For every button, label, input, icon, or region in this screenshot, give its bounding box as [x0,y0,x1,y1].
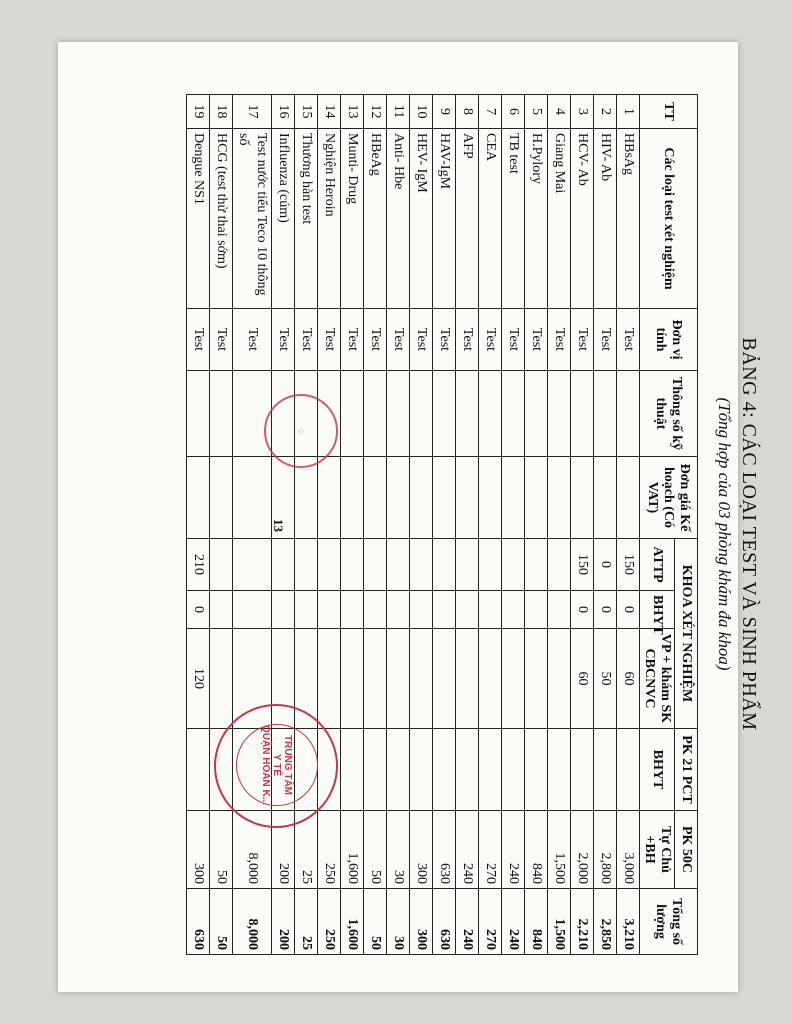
document-page [58,42,760,992]
cell-bhyt: 0 [571,591,594,629]
cell-bhyt: 0 [594,591,617,629]
cell-name: Nghiện Heroin [318,129,341,309]
cell-unit: Test [233,309,272,371]
cell-unit: Test [525,309,548,371]
cell-price [433,457,456,539]
cell-price [364,457,387,539]
cell-tuchu: 300 [410,811,433,889]
cell-bhyt [456,591,479,629]
cell-total: 3,210 [617,889,640,955]
cell-total: 1,500 [548,889,571,955]
cell-total: 250 [318,889,341,955]
cell-tuchu: 270 [479,811,502,889]
cell-attp [410,539,433,591]
table-row [433,95,456,955]
table-row [525,95,548,955]
cell-vp [210,629,233,729]
cell-spec [548,371,571,457]
table-row [364,95,387,955]
cell-attp [210,539,233,591]
cell-price [617,457,640,539]
cell-attp [456,539,479,591]
cell-spec [502,371,525,457]
cell-attp [502,539,525,591]
cell-tt: 15 [295,95,318,129]
cell-price [571,457,594,539]
cell-attp [387,539,410,591]
col-header-tuchu: Tự Chủ +BH [640,811,675,889]
cell-spec [571,371,594,457]
cell-bhyt [433,591,456,629]
cell-tt: 16 [272,95,295,129]
cell-attp [318,539,341,591]
cell-tuchu: 240 [456,811,479,889]
stamp-line-3: QUẬN HOÀN K... [260,725,272,805]
cell-total: 2,850 [594,889,617,955]
cell-bhyt [272,591,295,629]
cell-tt: 4 [548,95,571,129]
cell-name: AFP [456,129,479,309]
cell-tuchu: 2,800 [594,811,617,889]
cell-spec [456,371,479,457]
cell-unit: Test [210,309,233,371]
cell-bhyt [502,591,525,629]
cell-tuchu: 30 [387,811,410,889]
cell-spec [594,371,617,457]
table-title: BẢNG 4: CÁC LOẠI TEST VÀ SINH PHẨM [738,337,760,731]
table-row [341,95,364,955]
cell-tt: 18 [210,95,233,129]
cell-bhyt [479,591,502,629]
cell-total: 50 [210,889,233,955]
col-header-tt: TT [640,95,698,129]
cell-attp [479,539,502,591]
table-row [210,95,233,955]
stamp-line-1: TRUNG TÂM [282,735,294,795]
cell-tt: 7 [479,95,502,129]
cell-attp [548,539,571,591]
cell-tuchu: 2,000 [571,811,594,889]
table-subtitle: (Tổng hợp của 03 phòng khám đa khoa) [715,397,734,671]
cell-name: Giang Mai [548,129,571,309]
cell-name: HEV- IgM [410,129,433,309]
cell-name: HCV- Ab [571,129,594,309]
col-header-name: Các loại test xét nghiệm [640,129,698,309]
cell-name: TB test [502,129,525,309]
cell-tt: 10 [410,95,433,129]
cell-bhyt [410,591,433,629]
cell-price [525,457,548,539]
cell-tuchu: 200 [272,811,295,889]
cell-vp [548,629,571,729]
cell-tuchu: 250 [318,811,341,889]
cell-pk21 [410,729,433,811]
cell-name: HAV-IgM [433,129,456,309]
cell-attp [272,539,295,591]
cell-spec [479,371,502,457]
cell-vp [456,629,479,729]
col-header-vp: VP + khám SK CBCNVC [640,629,675,729]
cell-unit: Test [295,309,318,371]
cell-unit: Test [456,309,479,371]
cell-vp: 120 [187,629,210,729]
cell-tuchu: 630 [433,811,456,889]
cell-pk21 [364,729,387,811]
cell-name: H.Pylory [525,129,548,309]
cell-unit: Test [433,309,456,371]
cell-vp [364,629,387,729]
cell-bhyt: 0 [617,591,640,629]
cell-unit: Test [187,309,210,371]
cell-total: 840 [525,889,548,955]
table-row [548,95,571,955]
cell-bhyt [525,591,548,629]
rotated-content [191,94,778,974]
col-header-attp: ATTP [640,539,675,591]
cell-attp [433,539,456,591]
cell-bhyt [233,591,272,629]
cell-pk21 [433,729,456,811]
cell-unit: Test [594,309,617,371]
cell-tt: 8 [456,95,479,129]
cell-price [387,457,410,539]
cell-unit: Test [479,309,502,371]
cell-tuchu: 1,500 [548,811,571,889]
cell-vp [410,629,433,729]
cell-price [548,457,571,539]
cell-attp [295,539,318,591]
cell-pk21 [571,729,594,811]
col-header-price: Đơn giá Kế hoạch (Có VAT) [640,457,698,539]
cell-tuchu: 840 [525,811,548,889]
cell-tt: 2 [594,95,617,129]
cell-total: 240 [456,889,479,955]
cell-attp: 150 [617,539,640,591]
cell-vp [387,629,410,729]
stamp-line-2: Y TẾ [271,753,283,777]
cell-unit: Test [272,309,295,371]
cell-attp [233,539,272,591]
cell-tuchu: 3,000 [617,811,640,889]
col-header-total: Tổng số lượng [640,889,698,955]
cell-unit: Test [548,309,571,371]
cell-pk21 [479,729,502,811]
cell-tuchu: 25 [295,811,318,889]
table-row [479,95,502,955]
cell-name: Munti- Drug [341,129,364,309]
col-header-pk21-bhyt: BHYT [640,729,675,811]
cell-unit: Test [387,309,410,371]
cell-vp [341,629,364,729]
cell-tt: 12 [364,95,387,129]
cell-name: Anti- Hbe [387,129,410,309]
cell-unit: Test [341,309,364,371]
table-row [410,95,433,955]
cell-tt: 13 [341,95,364,129]
cell-attp [341,539,364,591]
cell-pk21 [502,729,525,811]
cell-total: 630 [433,889,456,955]
cell-tuchu: 8,000 [233,811,272,889]
cell-total: 630 [187,889,210,955]
cell-unit: Test [502,309,525,371]
cell-spec [433,371,456,457]
cell-tt: 3 [571,95,594,129]
col-header-spec: Thông số kỹ thuật [640,371,698,457]
cell-vp [502,629,525,729]
cell-total: 240 [502,889,525,955]
cell-price [187,457,210,539]
cell-price [410,457,433,539]
cell-attp: 0 [594,539,617,591]
cell-bhyt [364,591,387,629]
cell-total: 2,210 [571,889,594,955]
cell-price [295,457,318,539]
cell-spec [617,371,640,457]
cell-tt: 11 [387,95,410,129]
col-group-pk21: PK 21 PCT [675,729,698,811]
cell-unit: Test [364,309,387,371]
cell-total: 300 [410,889,433,955]
cell-spec [364,371,387,457]
cell-pk21 [456,729,479,811]
cell-spec [187,371,210,457]
cell-unit: Test [617,309,640,371]
cell-unit: Test [318,309,341,371]
cell-name: Thương hàn test [295,129,318,309]
cell-bhyt [341,591,364,629]
cell-spec [410,371,433,457]
cell-name: HCG (test thử thai sớm) [210,129,233,309]
cell-tuchu: 50 [364,811,387,889]
cell-pk21 [525,729,548,811]
cell-name: HIV- Ab [594,129,617,309]
cell-name: Dengue NS1 [187,129,210,309]
table-row [571,95,594,955]
cell-unit: Test [410,309,433,371]
table-row [617,95,640,955]
cell-price [233,457,272,539]
cell-total: 1,600 [341,889,364,955]
cell-name: HBsAg [617,129,640,309]
cell-bhyt [210,591,233,629]
cell-tuchu: 240 [502,811,525,889]
cell-total: 8,000 [233,889,272,955]
cell-vp [318,629,341,729]
official-stamp [214,704,338,828]
cell-name: CEA [479,129,502,309]
cell-vp: 60 [571,629,594,729]
cell-attp: 210 [187,539,210,591]
cell-bhyt [387,591,410,629]
cell-total: 30 [387,889,410,955]
table-row [295,95,318,955]
cell-attp [364,539,387,591]
cell-name: HBeAg [364,129,387,309]
cell-tt: 6 [502,95,525,129]
cell-tt: 1 [617,95,640,129]
header-row-1 [675,95,698,955]
cell-price [210,457,233,539]
stamp-circle-icon: ◌ [295,428,307,434]
cell-vp [433,629,456,729]
col-group-khoa: KHOA XÉT NGHIỆM [675,539,698,729]
cell-pk21 [548,729,571,811]
cell-pk21 [594,729,617,811]
cell-price [479,457,502,539]
col-group-pk50: PK 50C [675,811,698,889]
table-row [594,95,617,955]
cell-attp: 150 [571,539,594,591]
cell-spec [210,371,233,457]
cell-tt: 5 [525,95,548,129]
cell-total: 200 [272,889,295,955]
table-row [502,95,525,955]
cell-tt: 9 [433,95,456,129]
cell-tuchu: 50 [210,811,233,889]
cell-name: Influenza (cúm) [272,129,295,309]
cell-pk21 [187,729,210,811]
cell-price [594,457,617,539]
col-header-bhyt: BHYT [640,591,675,629]
cell-bhyt [295,591,318,629]
table-row [387,95,410,955]
cell-unit: Test [571,309,594,371]
cell-tuchu: 300 [187,811,210,889]
cell-total: 50 [364,889,387,955]
cell-bhyt [548,591,571,629]
cell-spec [387,371,410,457]
cell-pk21 [617,729,640,811]
cell-price [456,457,479,539]
faded-stamp-mark [264,394,338,468]
cell-price [318,457,341,539]
cell-vp: 60 [617,629,640,729]
stamp-inner [236,724,318,806]
cell-pk21 [341,729,364,811]
table-body [187,95,640,955]
cell-tt: 14 [318,95,341,129]
table-row [456,95,479,955]
cell-vp: 50 [594,629,617,729]
cell-bhyt [318,591,341,629]
cell-name: Test nước tiểu Teco 10 thông số [233,129,272,309]
table-row [187,95,210,955]
cell-price [502,457,525,539]
cell-tt: 17 [233,95,272,129]
cell-tt: 19 [187,95,210,129]
cell-price [341,457,364,539]
col-header-unit: Đơn vị tính [640,309,698,371]
cell-spec [525,371,548,457]
page-number: 13 [271,519,286,532]
cell-bhyt: 0 [187,591,210,629]
cell-pk21 [387,729,410,811]
cell-vp [525,629,548,729]
cell-tuchu: 1,600 [341,811,364,889]
cell-total: 25 [295,889,318,955]
cell-spec [341,371,364,457]
cell-vp [479,629,502,729]
table-row [318,95,341,955]
cell-attp [525,539,548,591]
cell-total: 270 [479,889,502,955]
